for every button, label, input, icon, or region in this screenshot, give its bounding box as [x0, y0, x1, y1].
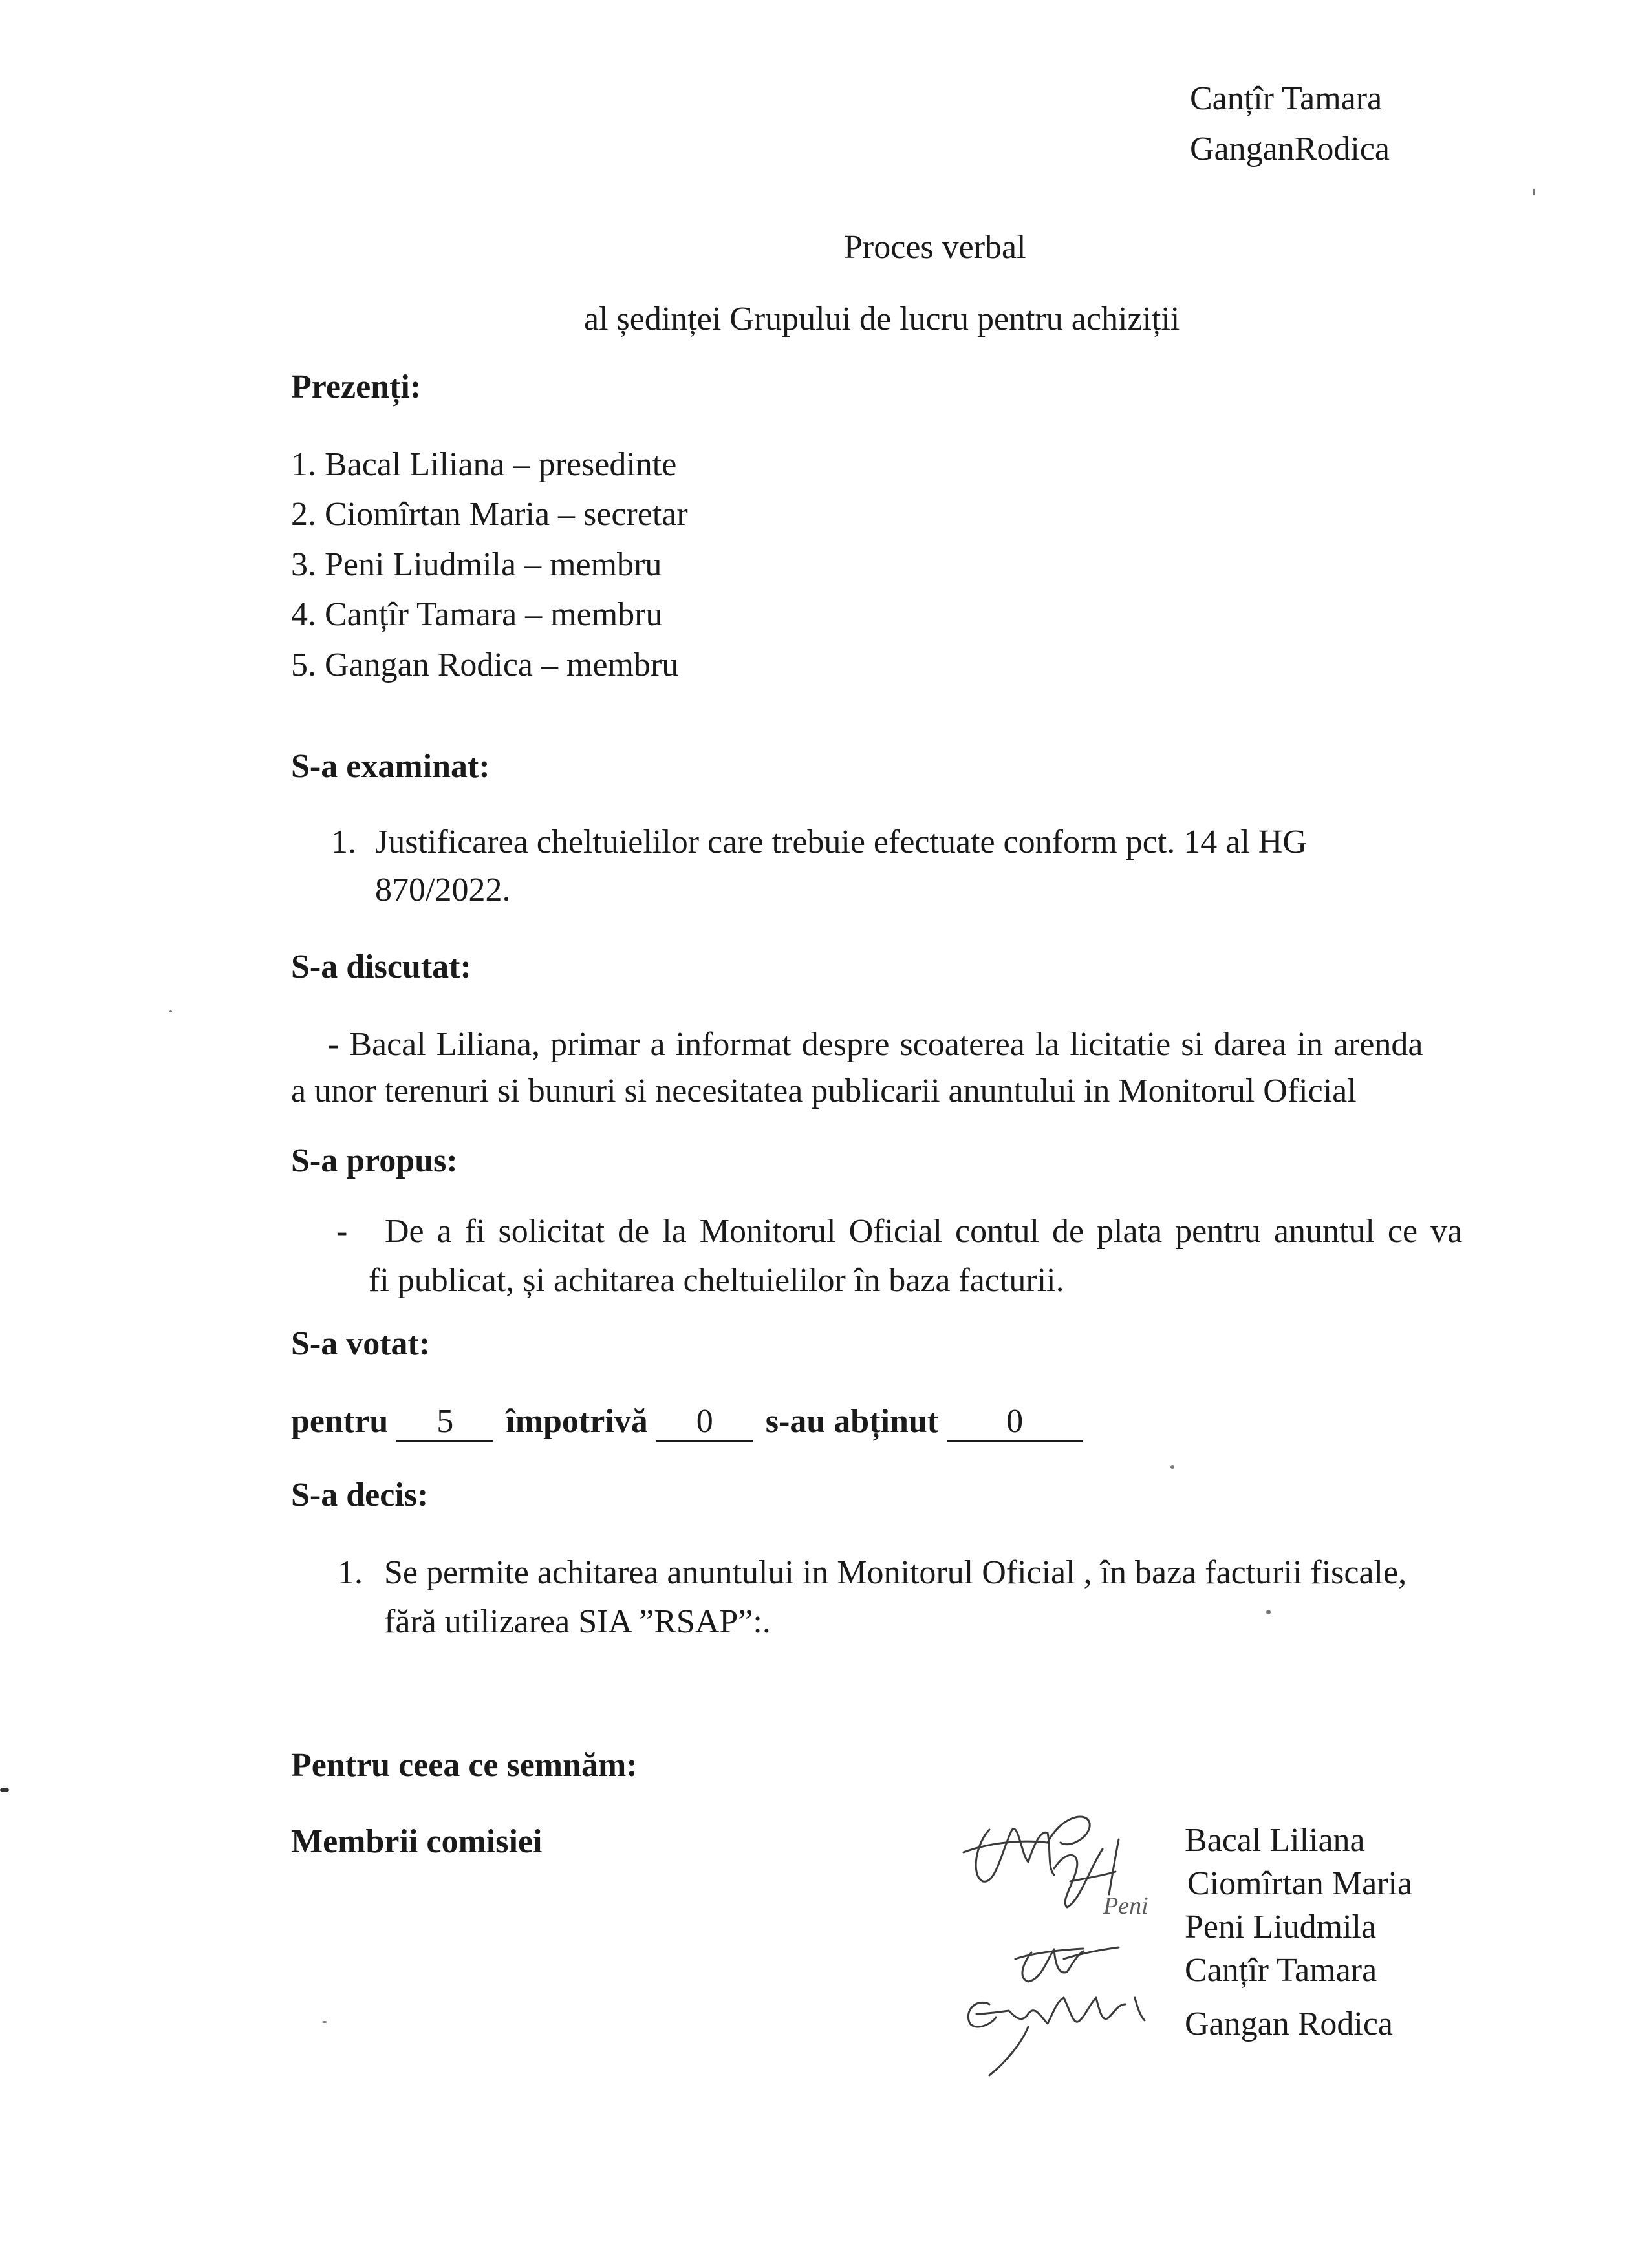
scan-speck [1533, 189, 1535, 195]
proposed-bullet: - [336, 1213, 348, 1250]
vote-for-label: pentru [291, 1403, 389, 1440]
scan-speck [169, 1010, 172, 1012]
closing-statement: Pentru ceea ce semnăm: [291, 1747, 638, 1784]
vote-abstain-value: 0 [947, 1404, 1083, 1442]
present-member: 2. Ciomîrtan Maria – secretar [291, 496, 688, 533]
scan-speck [1170, 1465, 1174, 1469]
vote-against-label: împotrivă [506, 1403, 648, 1440]
signatory-name: Canțîr Tamara [1185, 1952, 1377, 1989]
present-member: 1. Bacal Liliana – presedinte [291, 446, 677, 483]
addressee-line-1: Canțîr Tamara [1190, 80, 1383, 117]
committee-label: Membrii comisiei [291, 1823, 543, 1860]
document-subtitle: al ședinței Grupului de lucru pentru achiziții [584, 301, 1180, 337]
examined-number: 1. [331, 824, 356, 861]
examined-line-1: Justificarea cheltuielilor care trebuie efectuate conform pct. 14 al HG [375, 824, 1307, 861]
signature-annotation: Peni [1103, 1892, 1148, 1920]
signatory-name: Ciomîrtan Maria [1187, 1865, 1413, 1902]
proposed-line-2: fi publicat, și achitarea cheltuielilor în baza facturii. [369, 1262, 1064, 1299]
examined-heading: S-a examinat: [291, 748, 490, 785]
signatory-name: Peni Liudmila [1185, 1909, 1377, 1945]
vote-for-value: 5 [396, 1404, 493, 1442]
vote-heading: S-a votat: [291, 1325, 431, 1362]
present-member: 3. Peni Liudmila – membru [291, 546, 662, 583]
decision-heading: S-a decis: [291, 1477, 429, 1514]
discussed-heading: S-a discutat: [291, 948, 471, 985]
proposed-heading: S-a propus: [291, 1142, 458, 1179]
signatory-name: Gangan Rodica [1185, 2006, 1394, 2042]
vote-against-value: 0 [656, 1404, 753, 1442]
scan-speck [0, 1788, 9, 1792]
vote-line [291, 1402, 1083, 1442]
examined-line-2: 870/2022. [375, 872, 511, 908]
present-member: 4. Canțîr Tamara – membru [291, 596, 663, 633]
present-member: 5. Gangan Rodica – membru [291, 647, 679, 683]
vote-abstain-label: s-au abținut [765, 1403, 939, 1440]
discussed-line-1: - Bacal Liliana, primar a informat despre scoaterea la licitatie si darea in arenda [328, 1026, 1423, 1063]
document-title: Proces verbal [844, 229, 1026, 266]
scan-speck [1266, 1610, 1271, 1614]
present-heading: Prezenți: [291, 369, 422, 405]
decision-line-1: Se permite achitarea anuntului in Monitorul Oficial , în baza facturii fiscale, [384, 1554, 1407, 1591]
scan-speck [322, 2021, 327, 2023]
proposed-line-1: De a fi solicitat de la Monitorul Oficial contul de plata pentru anuntul ce va [385, 1213, 1463, 1250]
handwritten-signatures [951, 1804, 1196, 2101]
addressee-line-2: GanganRodica [1190, 131, 1390, 167]
decision-line-2: fără utilizarea SIA ”RSAP”:. [384, 1603, 771, 1640]
signatory-name: Bacal Liliana [1185, 1822, 1365, 1859]
discussed-line-2: a unor terenuri si bunuri si necesitatea publicarii anuntului in Monitorul Oficial [291, 1073, 1357, 1109]
decision-number: 1. [338, 1554, 363, 1591]
